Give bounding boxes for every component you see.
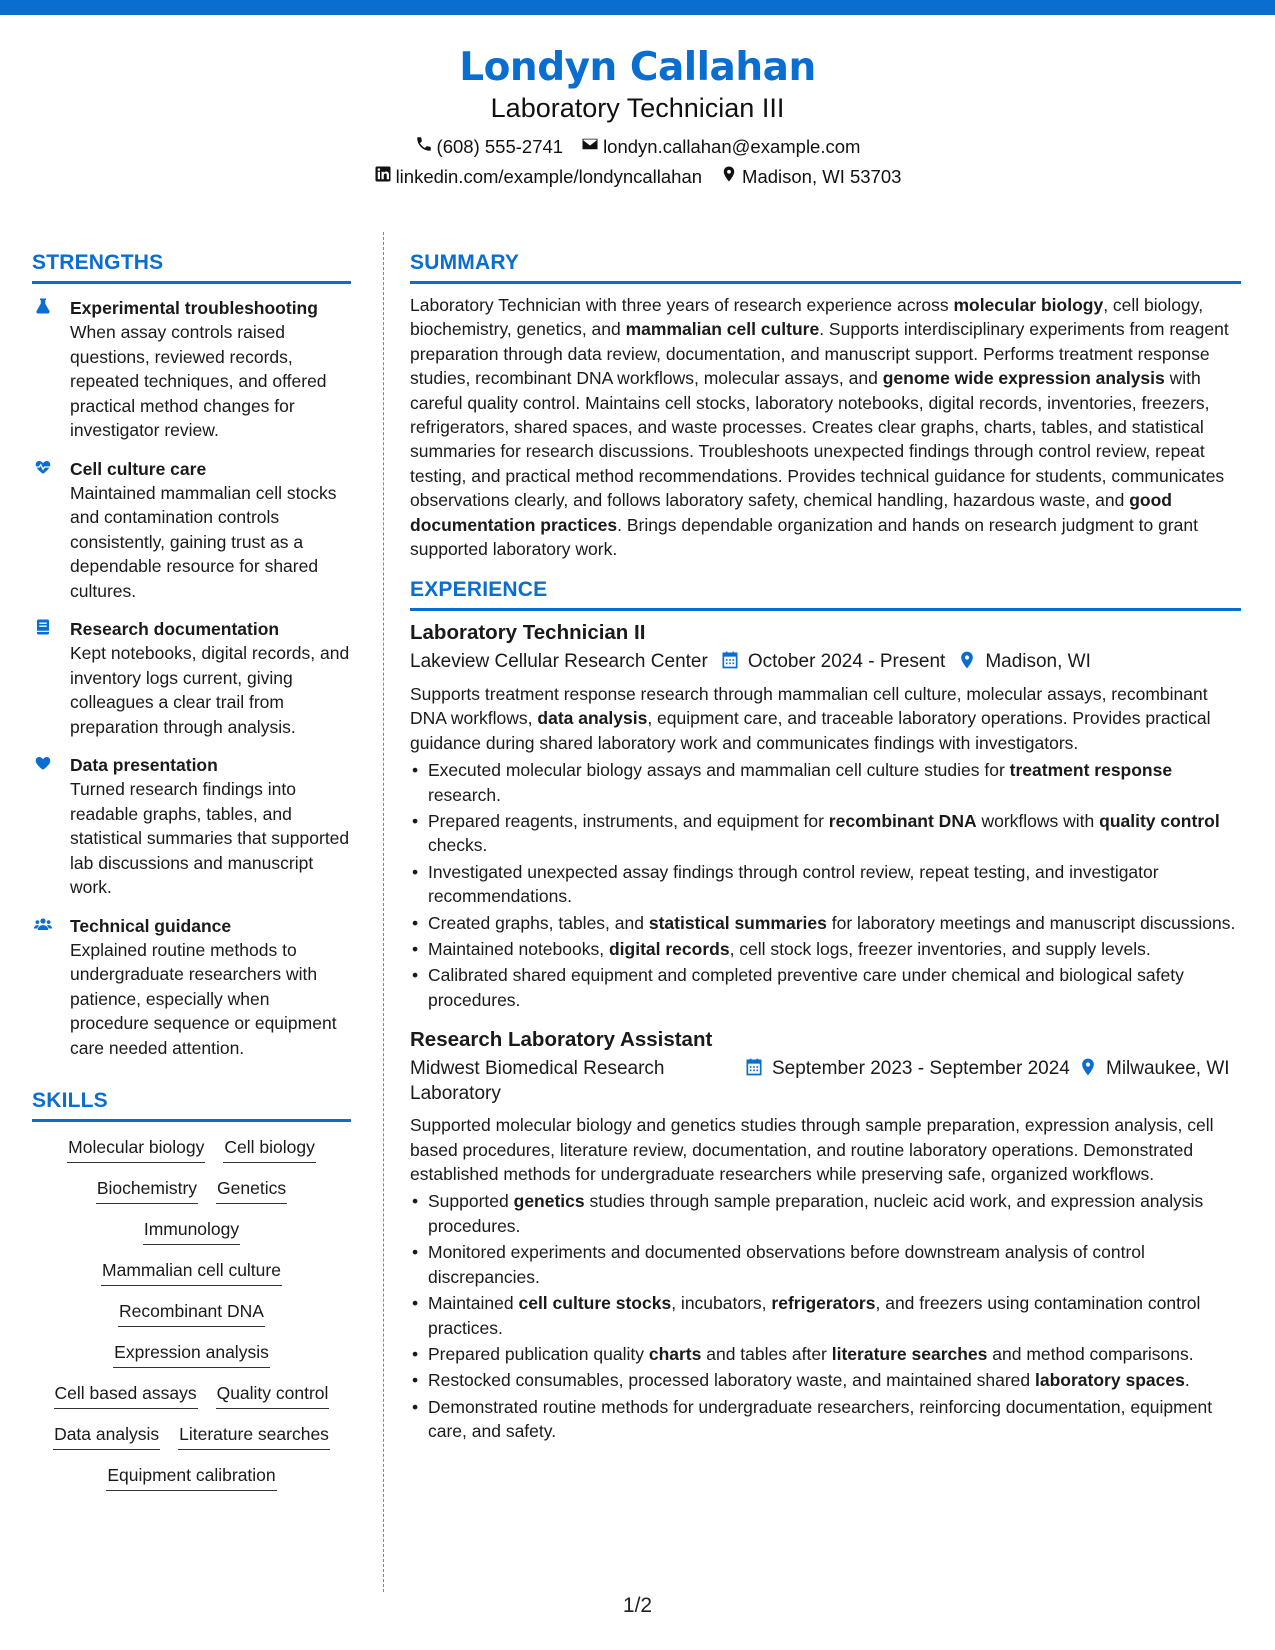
jobs-list (410, 619, 1241, 1443)
strength-body (70, 457, 351, 604)
strength-body (70, 296, 351, 443)
skill-tag: Expression analysis (113, 1339, 270, 1368)
bold-phrase: genetics (513, 1191, 585, 1212)
map-pin-icon (1078, 1057, 1098, 1082)
bold-phrase: quality control (1099, 811, 1220, 831)
text-run: and method comparisons. (987, 1343, 1194, 1364)
job-entry (410, 1026, 1241, 1443)
skill-tag: Molecular biology (67, 1134, 205, 1163)
strength-title: Experimental troubleshooting (70, 298, 318, 318)
text-run: Calibrated shared equipment and completed preventive care under chemical and biological safety procedures. (428, 965, 1184, 1010)
job-title: Laboratory Technician II (410, 621, 646, 645)
bold-phrase: genome wide expression analysis (882, 368, 1165, 389)
skills-row (42, 1298, 341, 1327)
candidate-name: Londyn Callahan (459, 45, 816, 90)
bullet-item (410, 911, 1241, 935)
strength-body (70, 617, 351, 739)
bullet-item (410, 1189, 1241, 1238)
strength-title: Technical guidance (70, 915, 232, 936)
bold-phrase: refrigerators (771, 1293, 876, 1314)
job-location (1078, 1057, 1241, 1082)
bullet-item (410, 1240, 1241, 1289)
envelope-icon (581, 132, 599, 162)
bold-phrase: charts (648, 1343, 702, 1364)
bullet-item (410, 758, 1241, 807)
skill-tag: Data analysis (53, 1421, 160, 1450)
skill-tag: Recombinant DNA (118, 1298, 265, 1327)
skill-tag: Cell biology (223, 1134, 315, 1163)
strength-title: Data presentation (70, 755, 218, 775)
linkedin-contact[interactable] (374, 162, 702, 192)
strength-body (70, 753, 351, 900)
page-number: 1/2 (622, 1594, 653, 1617)
linkedin-icon (374, 162, 392, 192)
bold-phrase: cell culture stocks (518, 1293, 672, 1314)
bullet-item (410, 963, 1241, 1012)
left-column (32, 248, 351, 1491)
text-run: Demonstrated routine methods for undergraduate researchers, reinforcing documentation, equipment care, and safety. (428, 1396, 1213, 1442)
bullet-item (410, 937, 1241, 961)
experience-heading: EXPERIENCE (410, 578, 548, 602)
top-accent-bar (0, 0, 1275, 15)
phone-contact (415, 132, 564, 162)
bullet-item (410, 809, 1241, 858)
strength-item (32, 296, 351, 443)
contact-row-2 (0, 162, 1275, 192)
candidate-title: Laboratory Technician III (490, 93, 785, 123)
strength-item (32, 617, 351, 739)
linkedin-link[interactable]: linkedin.com/example/londyncallahan (395, 166, 703, 187)
book-icon (32, 617, 70, 739)
job-meta (410, 650, 1241, 675)
job-dates-text: October 2024 - Present (747, 651, 946, 673)
text-run: , equipment care, and traceable laboratory operations. Provides practical guidance during shared laboratory work and communicates findings with investigators. (410, 708, 1211, 753)
contact-row-1 (0, 132, 1275, 162)
job-location (957, 650, 1091, 675)
strength-title: Research documentation (70, 619, 280, 639)
text-run: Supported (428, 1191, 514, 1212)
skill-tag: Genetics (216, 1175, 287, 1204)
heartbeat-icon (32, 457, 70, 604)
phone-icon (415, 132, 433, 162)
job-summary (410, 682, 1241, 755)
resume-header (0, 44, 1275, 192)
text-run: , incubators, (671, 1293, 772, 1314)
text-run: , cell stock logs, freezer inventories, and supply levels. (729, 939, 1151, 960)
flask-icon (32, 296, 70, 443)
job-location-text: Milwaukee, WI (1106, 1058, 1230, 1080)
strength-description: When assay controls raised questions, reviewed records, repeated techniques, and offered practical method changes for investigator review. (70, 322, 327, 440)
bold-phrase: mammalian cell culture (625, 319, 820, 340)
bold-phrase: statistical summaries (648, 912, 827, 933)
job-dates-text: September 2023 - September 2024 (772, 1058, 1070, 1080)
skills-row (42, 1175, 341, 1204)
bold-phrase: literature searches (831, 1343, 988, 1364)
strength-description: Maintained mammalian cell stocks and contamination controls consistently, gaining trust as a dependable resource for shared cultures. (70, 482, 337, 601)
strength-item (32, 914, 351, 1061)
skills-list (32, 1134, 351, 1491)
summary-text (410, 293, 1241, 561)
text-run: Maintained (428, 1293, 519, 1314)
skills-row (42, 1380, 341, 1409)
strengths-rule (32, 281, 351, 284)
skill-tag: Equipment calibration (106, 1462, 276, 1491)
strength-body (70, 914, 351, 1061)
job-bullets (410, 1189, 1241, 1443)
users-icon (32, 914, 70, 1061)
summary-heading: SUMMARY (410, 251, 520, 274)
bullet-item (410, 1291, 1241, 1340)
text-run: Supported molecular biology and genetics studies through sample preparation, expression analysis, cell based procedures, literature review, documentation, and routine laboratory operations. Demonstrated established methods for undergraduate researchers while preserving safe, organized workflows. (410, 1115, 1214, 1185)
text-run: . Supports interdisciplinary experiments from reagent preparation through data review, documentation, and manuscript support. Performs treatment response studies, recombinant DNA workflows, molecular assays, and (410, 319, 1229, 389)
email-contact[interactable] (581, 132, 860, 162)
bold-phrase: treatment response (1009, 760, 1173, 781)
map-pin-icon (957, 650, 977, 675)
text-run: Supports treatment response research through mammalian cell culture, molecular assays, recombinant DNA workflows, (410, 683, 1208, 729)
bold-phrase: molecular biology (953, 295, 1104, 315)
location-contact (720, 162, 901, 192)
job-location-text: Madison, WI (985, 651, 1091, 673)
skills-heading: SKILLS (32, 1089, 108, 1112)
column-divider (383, 232, 384, 1592)
bold-phrase: laboratory spaces (1035, 1370, 1185, 1391)
strength-item (32, 753, 351, 900)
map-pin-icon (720, 162, 738, 192)
strength-description: Kept notebooks, digital records, and inventory logs current, giving colleagues a clear trail from preparation through analysis. (70, 643, 350, 737)
skills-rule (32, 1119, 351, 1122)
bold-phrase: digital records (608, 939, 730, 960)
strengths-heading: STRENGTHS (32, 251, 164, 274)
skills-row (42, 1421, 341, 1450)
text-run: workflows with (976, 811, 1100, 831)
calendar-icon (720, 650, 740, 675)
job-dates (744, 1057, 1078, 1082)
text-run: , and freezers using contamination control practices. (428, 1293, 1201, 1338)
text-run: and tables after (701, 1343, 832, 1364)
job-bullets (410, 758, 1241, 1012)
skill-tag: Quality control (216, 1380, 330, 1409)
skills-row (42, 1462, 341, 1491)
bold-phrase: data analysis (537, 708, 648, 729)
company-name: Lakeview Cellular Research Center (410, 651, 708, 673)
text-run: . (1184, 1370, 1190, 1391)
text-run: Created graphs, tables, and (428, 912, 649, 933)
bullet-item (410, 1342, 1241, 1366)
right-column (410, 248, 1241, 1444)
text-run: . Brings dependable organization and hands on research judgment to grant supported laboratory work. (410, 514, 1198, 560)
text-run: checks. (428, 835, 488, 856)
text-run: , cell biology, biochemistry, genetics, and (410, 295, 1204, 340)
strength-title: Cell culture care (70, 458, 207, 479)
phone-text: (608) 555-2741 (436, 136, 564, 157)
text-run: Executed molecular biology assays and mammalian cell culture studies for (428, 760, 1010, 781)
text-run: Prepared publication quality (428, 1343, 649, 1364)
skill-tag: Mammalian cell culture (101, 1257, 282, 1286)
bullet-item (410, 1368, 1241, 1392)
bold-phrase: recombinant DNA (828, 811, 977, 831)
text-run: Restocked consumables, processed laboratory waste, and maintained shared (428, 1370, 1036, 1391)
skills-row (42, 1216, 341, 1245)
text-run: studies through sample preparation, nucleic acid work, and expression analysis procedures. (428, 1191, 1204, 1236)
text-run: for laboratory meetings and manuscript discussions. (826, 912, 1236, 933)
job-summary (410, 1113, 1241, 1186)
text-run: with careful quality control. Maintains cell stocks, laboratory notebooks, digital records, inventories, freezers, refrigerators, shared spaces, and waste processes. Creates clear graphs, charts, tables, and statistical summaries for research discussions. Troubleshoots unexpected findings through control review, repeat testing, and practical method recommendations. Provides technical guidance for students, communicates observations clearly, and follows laboratory safety, chemical handling, hazardous waste, and (410, 368, 1225, 511)
job-dates (720, 650, 946, 675)
text-run: Laboratory Technician with three years of research experience across (410, 295, 954, 315)
skill-tag: Biochemistry (96, 1175, 198, 1204)
skill-tag: Cell based assays (54, 1380, 198, 1409)
skills-row (42, 1339, 341, 1368)
job-meta (410, 1057, 1241, 1106)
location-text: Madison, WI 53703 (742, 166, 902, 187)
bullet-item (410, 860, 1241, 909)
job-entry (410, 619, 1241, 1012)
skills-row (42, 1257, 341, 1286)
strength-description: Turned research findings into readable graphs, tables, and statistical summaries that supported lab discussions and manuscript work. (70, 779, 350, 897)
text-run: Prepared reagents, instruments, and equipment for (428, 811, 829, 831)
email-link[interactable]: londyn.callahan@example.com (603, 136, 861, 157)
strength-item (32, 457, 351, 604)
strength-description: Explained routine methods to undergraduate researchers with patience, especially when procedure sequence or equipment care needed attention. (70, 939, 337, 1058)
strengths-list (32, 296, 351, 1060)
calendar-icon (744, 1057, 764, 1082)
job-title: Research Laboratory Assistant (410, 1028, 713, 1052)
experience-rule (410, 608, 1241, 611)
company-name: Midwest Biomedical Research Laboratory (410, 1058, 665, 1104)
bullet-item (410, 1395, 1241, 1444)
text-run: research. (428, 784, 501, 805)
skills-row (42, 1134, 341, 1163)
skill-tag: Immunology (143, 1216, 240, 1245)
bold-phrase: good documentation practices (410, 490, 1172, 535)
text-run: Monitored experiments and documented observations before downstream analysis of control discrepancies. (428, 1242, 1145, 1287)
text-run: Maintained notebooks, (428, 939, 609, 960)
summary-rule (410, 281, 1241, 284)
text-run: Investigated unexpected assay findings through control review, repeat testing, and investigator recommendations. (428, 861, 1159, 907)
skill-tag: Literature searches (178, 1421, 330, 1450)
heart-icon (32, 753, 70, 900)
